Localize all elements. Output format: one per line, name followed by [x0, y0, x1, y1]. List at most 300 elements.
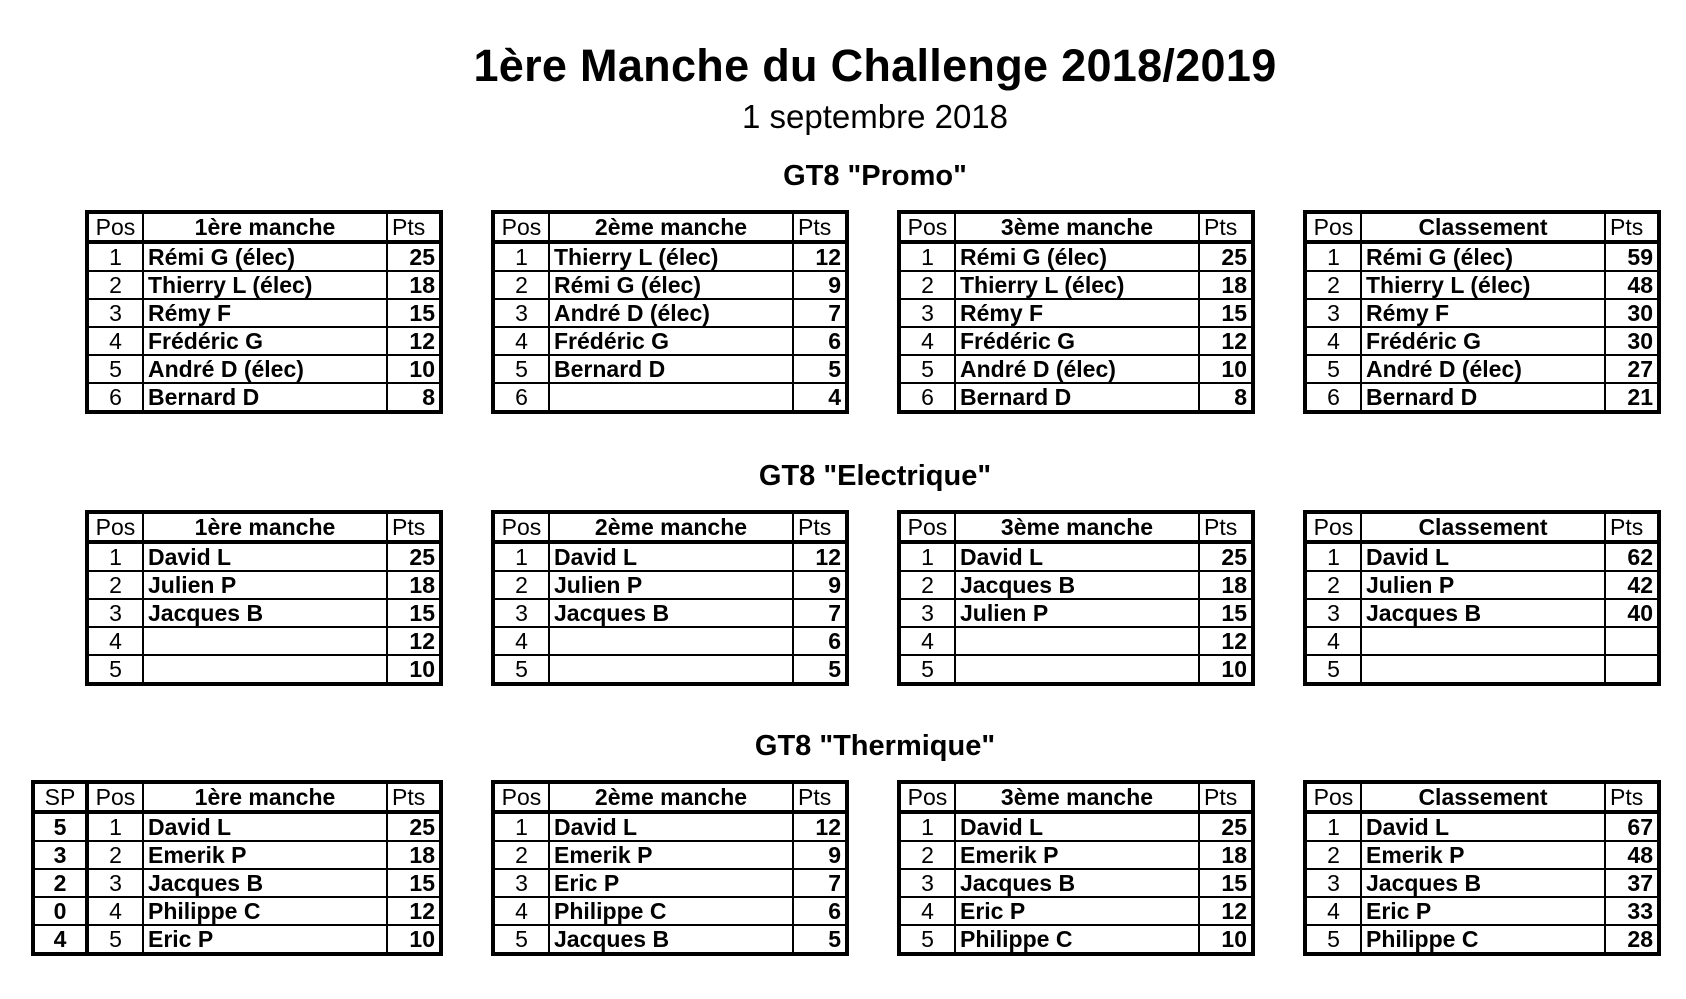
points-cell: 5	[793, 355, 847, 383]
pos-header: Pos	[899, 512, 955, 542]
points-cell: 28	[1605, 925, 1659, 954]
driver-name-cell	[549, 655, 793, 684]
driver-name-cell: Jacques B	[143, 869, 387, 897]
pos-cell: 1	[1305, 242, 1361, 271]
table-row	[493, 571, 847, 599]
driver-name-cell	[143, 627, 387, 655]
sp-cell: 3	[33, 841, 87, 869]
pos-cell: 3	[493, 299, 549, 327]
table-header	[493, 512, 847, 542]
table-row	[1305, 925, 1659, 954]
pos-header: Pos	[493, 512, 549, 542]
pos-cell: 4	[87, 327, 143, 355]
results-table-m1	[85, 210, 443, 414]
table-row	[33, 869, 441, 897]
driver-name-cell	[143, 655, 387, 684]
driver-name-cell: Rémy F	[955, 299, 1199, 327]
driver-name-cell: Emerik P	[955, 841, 1199, 869]
driver-name-cell: Bernard D	[143, 383, 387, 412]
driver-name-cell: David L	[955, 542, 1199, 571]
round-header: 2ème manche	[549, 782, 793, 812]
driver-name-cell	[1361, 627, 1605, 655]
pts-header: Pts	[387, 782, 441, 812]
pos-cell: 4	[1305, 897, 1361, 925]
table-row	[493, 327, 847, 355]
driver-name-cell: Thierry L (élec)	[143, 271, 387, 299]
table-row	[1305, 897, 1659, 925]
pts-header: Pts	[1199, 512, 1253, 542]
points-cell: 25	[1199, 542, 1253, 571]
table-row	[87, 542, 441, 571]
points-cell: 12	[1199, 327, 1253, 355]
table-row	[899, 812, 1253, 841]
pos-cell: 5	[899, 355, 955, 383]
table-row	[493, 897, 847, 925]
table-header	[1305, 512, 1659, 542]
table-row	[899, 627, 1253, 655]
points-cell: 4	[793, 383, 847, 412]
driver-name-cell: Eric P	[143, 925, 387, 954]
pos-cell: 5	[1305, 925, 1361, 954]
driver-name-cell: Bernard D	[1361, 383, 1605, 412]
pos-cell: 5	[899, 925, 955, 954]
table-row	[1305, 599, 1659, 627]
pos-cell: 4	[87, 627, 143, 655]
table-row	[493, 599, 847, 627]
table-row	[1305, 655, 1659, 684]
pos-cell: 5	[493, 925, 549, 954]
pos-cell: 2	[899, 841, 955, 869]
table-header	[493, 782, 847, 812]
points-cell: 15	[1199, 869, 1253, 897]
driver-name-cell: Frédéric G	[955, 327, 1199, 355]
pos-cell: 5	[493, 655, 549, 684]
table-row	[33, 925, 441, 954]
round-header: 1ère manche	[143, 212, 387, 242]
pos-cell: 3	[493, 599, 549, 627]
pts-header: Pts	[387, 212, 441, 242]
driver-name-cell: Philippe C	[1361, 925, 1605, 954]
points-cell: 18	[387, 841, 441, 869]
table-row	[899, 897, 1253, 925]
round-header: Classement	[1361, 212, 1605, 242]
pos-cell: 4	[87, 897, 143, 925]
pos-cell: 1	[899, 542, 955, 571]
table-row	[493, 627, 847, 655]
table-row	[1305, 571, 1659, 599]
driver-name-cell: Rémi G (élec)	[1361, 242, 1605, 271]
driver-name-cell: Frédéric G	[1361, 327, 1605, 355]
category-title: GT8 "Electrique"	[758, 460, 992, 492]
table-header	[33, 782, 441, 812]
pos-cell: 4	[493, 897, 549, 925]
table-header	[899, 212, 1253, 242]
points-cell: 12	[387, 327, 441, 355]
round-header: 3ème manche	[955, 512, 1199, 542]
pos-cell: 3	[899, 299, 955, 327]
driver-name-cell: Julien P	[1361, 571, 1605, 599]
table-row	[1305, 841, 1659, 869]
table-row	[899, 271, 1253, 299]
pts-header: Pts	[387, 512, 441, 542]
table-header	[1305, 782, 1659, 812]
table-row	[899, 542, 1253, 571]
driver-name-cell: Rémi G (élec)	[955, 242, 1199, 271]
round-header: Classement	[1361, 782, 1605, 812]
table-row	[1305, 327, 1659, 355]
pos-cell: 5	[87, 655, 143, 684]
points-cell: 10	[1199, 655, 1253, 684]
points-cell: 15	[1199, 299, 1253, 327]
pos-cell: 3	[899, 599, 955, 627]
pos-cell: 4	[493, 327, 549, 355]
pos-cell: 6	[87, 383, 143, 412]
driver-name-cell: Jacques B	[1361, 869, 1605, 897]
pos-cell: 6	[899, 383, 955, 412]
sp-cell: 0	[33, 897, 87, 925]
pos-cell: 3	[899, 869, 955, 897]
driver-name-cell: David L	[1361, 542, 1605, 571]
points-cell: 30	[1605, 327, 1659, 355]
table-row	[899, 242, 1253, 271]
table-row	[493, 869, 847, 897]
driver-name-cell: André D (élec)	[549, 299, 793, 327]
pos-header: Pos	[1305, 512, 1361, 542]
points-cell: 18	[387, 571, 441, 599]
table-row	[899, 299, 1253, 327]
driver-name-cell: Emerik P	[1361, 841, 1605, 869]
table-row	[1305, 271, 1659, 299]
results-table-m3	[897, 780, 1255, 956]
table-row	[1305, 812, 1659, 841]
round-header: 1ère manche	[143, 782, 387, 812]
driver-name-cell: David L	[143, 812, 387, 841]
page-title: 1ère Manche du Challenge 2018/2019	[473, 40, 1277, 91]
points-cell: 10	[1199, 925, 1253, 954]
pos-cell: 3	[493, 869, 549, 897]
pos-cell: 4	[899, 627, 955, 655]
table-row	[87, 271, 441, 299]
category-title: GT8 "Promo"	[783, 160, 967, 192]
table-row	[87, 242, 441, 271]
driver-name-cell	[955, 655, 1199, 684]
pos-cell: 2	[1305, 571, 1361, 599]
points-cell: 21	[1605, 383, 1659, 412]
driver-name-cell: André D (élec)	[143, 355, 387, 383]
pos-header: Pos	[493, 782, 549, 812]
results-table-m2	[491, 780, 849, 956]
pos-cell: 3	[87, 869, 143, 897]
category-title: GT8 "Thermique"	[754, 730, 996, 762]
points-cell: 18	[1199, 841, 1253, 869]
points-cell: 48	[1605, 271, 1659, 299]
sp-cell: 4	[33, 925, 87, 954]
points-cell: 7	[793, 869, 847, 897]
round-header: 2ème manche	[549, 212, 793, 242]
driver-name-cell: David L	[1361, 812, 1605, 841]
driver-name-cell: Philippe C	[143, 897, 387, 925]
pos-header: Pos	[1305, 212, 1361, 242]
driver-name-cell: David L	[549, 542, 793, 571]
sp-header: SP	[33, 782, 87, 812]
points-cell: 6	[793, 627, 847, 655]
pts-header: Pts	[1605, 512, 1659, 542]
pts-header: Pts	[793, 212, 847, 242]
pts-header: Pts	[1199, 212, 1253, 242]
sp-cell: 2	[33, 869, 87, 897]
driver-name-cell: Jacques B	[143, 599, 387, 627]
table-row	[87, 599, 441, 627]
driver-name-cell: David L	[955, 812, 1199, 841]
pos-header: Pos	[87, 212, 143, 242]
pos-cell: 4	[1305, 327, 1361, 355]
table-row	[899, 599, 1253, 627]
pos-cell: 5	[1305, 655, 1361, 684]
pos-cell: 3	[1305, 299, 1361, 327]
table-row	[899, 841, 1253, 869]
pos-header: Pos	[899, 212, 955, 242]
table-row	[493, 812, 847, 841]
pos-cell: 5	[87, 925, 143, 954]
table-row	[1305, 542, 1659, 571]
table-row	[1305, 383, 1659, 412]
points-cell: 10	[387, 355, 441, 383]
pos-cell: 2	[1305, 841, 1361, 869]
table-row	[33, 812, 441, 841]
results-table-m1	[85, 510, 443, 686]
pos-cell: 3	[1305, 869, 1361, 897]
table-row	[899, 383, 1253, 412]
driver-name-cell: Frédéric G	[143, 327, 387, 355]
pos-cell: 2	[493, 271, 549, 299]
points-cell: 6	[793, 897, 847, 925]
pos-cell: 1	[493, 242, 549, 271]
pos-cell: 1	[87, 242, 143, 271]
table-row	[87, 383, 441, 412]
table-header	[899, 782, 1253, 812]
pos-cell: 2	[493, 571, 549, 599]
table-row	[899, 327, 1253, 355]
driver-name-cell: Jacques B	[1361, 599, 1605, 627]
driver-name-cell: Emerik P	[549, 841, 793, 869]
points-cell: 18	[1199, 571, 1253, 599]
driver-name-cell: Julien P	[143, 571, 387, 599]
table-header	[87, 512, 441, 542]
points-cell: 25	[387, 542, 441, 571]
table-row	[87, 655, 441, 684]
points-cell: 15	[1199, 599, 1253, 627]
points-cell: 67	[1605, 812, 1659, 841]
pts-header: Pts	[793, 512, 847, 542]
pos-cell: 3	[87, 299, 143, 327]
points-cell	[1605, 627, 1659, 655]
points-cell: 37	[1605, 869, 1659, 897]
table-header	[87, 212, 441, 242]
pos-cell: 2	[899, 271, 955, 299]
results-table-cls	[1303, 510, 1661, 686]
points-cell: 12	[793, 812, 847, 841]
points-cell: 9	[793, 841, 847, 869]
points-cell: 9	[793, 571, 847, 599]
table-row	[33, 897, 441, 925]
pos-cell: 2	[87, 571, 143, 599]
points-cell: 7	[793, 599, 847, 627]
driver-name-cell: Thierry L (élec)	[549, 242, 793, 271]
page-subtitle: 1 septembre 2018	[741, 98, 1008, 135]
pos-cell: 4	[493, 627, 549, 655]
points-cell: 48	[1605, 841, 1659, 869]
driver-name-cell: Rémi G (élec)	[143, 242, 387, 271]
pos-header: Pos	[87, 512, 143, 542]
points-cell: 25	[1199, 812, 1253, 841]
points-cell: 59	[1605, 242, 1659, 271]
pos-cell: 3	[1305, 599, 1361, 627]
table-row	[1305, 869, 1659, 897]
table-row	[493, 542, 847, 571]
results-table-m3	[897, 210, 1255, 414]
table-row	[899, 571, 1253, 599]
table-row	[899, 925, 1253, 954]
table-row	[87, 627, 441, 655]
round-header: 3ème manche	[955, 782, 1199, 812]
pos-cell: 4	[899, 327, 955, 355]
pos-cell: 5	[493, 355, 549, 383]
pos-cell: 1	[87, 542, 143, 571]
points-cell: 33	[1605, 897, 1659, 925]
table-row	[493, 299, 847, 327]
points-cell: 10	[1199, 355, 1253, 383]
pos-cell: 5	[87, 355, 143, 383]
driver-name-cell: Rémy F	[1361, 299, 1605, 327]
table-header	[899, 512, 1253, 542]
driver-name-cell: Frédéric G	[549, 327, 793, 355]
driver-name-cell	[1361, 655, 1605, 684]
points-cell: 15	[387, 299, 441, 327]
points-cell: 12	[793, 542, 847, 571]
points-cell: 42	[1605, 571, 1659, 599]
points-cell: 6	[793, 327, 847, 355]
driver-name-cell: Rémi G (élec)	[549, 271, 793, 299]
driver-name-cell: David L	[549, 812, 793, 841]
points-cell: 12	[1199, 627, 1253, 655]
table-row	[493, 383, 847, 412]
pts-header: Pts	[1199, 782, 1253, 812]
sp-cell: 5	[33, 812, 87, 841]
table-row	[899, 869, 1253, 897]
table-row	[899, 355, 1253, 383]
pos-cell: 6	[1305, 383, 1361, 412]
results-table-m2	[491, 210, 849, 414]
driver-name-cell: Eric P	[955, 897, 1199, 925]
points-cell: 12	[387, 627, 441, 655]
table-row	[493, 841, 847, 869]
points-cell: 25	[387, 812, 441, 841]
driver-name-cell: Bernard D	[955, 383, 1199, 412]
points-cell: 12	[1199, 897, 1253, 925]
table-row	[1305, 242, 1659, 271]
table-header	[493, 212, 847, 242]
round-header: 3ème manche	[955, 212, 1199, 242]
table-row	[33, 841, 441, 869]
results-table-m3	[897, 510, 1255, 686]
pts-header: Pts	[1605, 782, 1659, 812]
pos-cell: 1	[493, 812, 549, 841]
pos-cell: 5	[899, 655, 955, 684]
driver-name-cell: André D (élec)	[1361, 355, 1605, 383]
pos-header: Pos	[1305, 782, 1361, 812]
pos-cell: 1	[1305, 542, 1361, 571]
driver-name-cell: Jacques B	[549, 599, 793, 627]
points-cell: 62	[1605, 542, 1659, 571]
driver-name-cell: Eric P	[549, 869, 793, 897]
pos-cell: 2	[899, 571, 955, 599]
driver-name-cell	[955, 627, 1199, 655]
table-row	[493, 271, 847, 299]
pts-header: Pts	[1605, 212, 1659, 242]
points-cell: 15	[387, 869, 441, 897]
pos-cell: 2	[87, 271, 143, 299]
points-cell: 25	[1199, 242, 1253, 271]
pos-cell: 1	[87, 812, 143, 841]
table-row	[87, 299, 441, 327]
driver-name-cell: Philippe C	[955, 925, 1199, 954]
table-row	[493, 655, 847, 684]
pos-header: Pos	[899, 782, 955, 812]
driver-name-cell: Jacques B	[549, 925, 793, 954]
pos-cell: 2	[1305, 271, 1361, 299]
driver-name-cell: Philippe C	[549, 897, 793, 925]
round-header: 2ème manche	[549, 512, 793, 542]
driver-name-cell: Thierry L (élec)	[1361, 271, 1605, 299]
table-row	[1305, 299, 1659, 327]
driver-name-cell: Bernard D	[549, 355, 793, 383]
pos-cell: 5	[1305, 355, 1361, 383]
pos-cell: 1	[493, 542, 549, 571]
points-cell: 18	[1199, 271, 1253, 299]
driver-name-cell: Julien P	[549, 571, 793, 599]
table-row	[1305, 627, 1659, 655]
driver-name-cell: Emerik P	[143, 841, 387, 869]
driver-name-cell: Eric P	[1361, 897, 1605, 925]
points-cell: 12	[387, 897, 441, 925]
points-cell: 30	[1605, 299, 1659, 327]
round-header: 1ère manche	[143, 512, 387, 542]
pts-header: Pts	[793, 782, 847, 812]
points-cell: 40	[1605, 599, 1659, 627]
points-cell: 8	[387, 383, 441, 412]
points-cell: 27	[1605, 355, 1659, 383]
driver-name-cell: André D (élec)	[955, 355, 1199, 383]
points-cell	[1605, 655, 1659, 684]
points-cell: 8	[1199, 383, 1253, 412]
pos-cell: 3	[87, 599, 143, 627]
driver-name-cell	[549, 627, 793, 655]
pos-header: Pos	[87, 782, 143, 812]
points-cell: 15	[387, 599, 441, 627]
points-cell: 7	[793, 299, 847, 327]
round-header: Classement	[1361, 512, 1605, 542]
results-table-cls	[1303, 780, 1661, 956]
table-row	[87, 571, 441, 599]
pos-cell: 1	[899, 242, 955, 271]
results-table-m1	[31, 780, 443, 956]
table-header	[1305, 212, 1659, 242]
results-table-m2	[491, 510, 849, 686]
table-row	[1305, 355, 1659, 383]
driver-name-cell	[549, 383, 793, 412]
pos-cell: 4	[1305, 627, 1361, 655]
pos-cell: 2	[87, 841, 143, 869]
